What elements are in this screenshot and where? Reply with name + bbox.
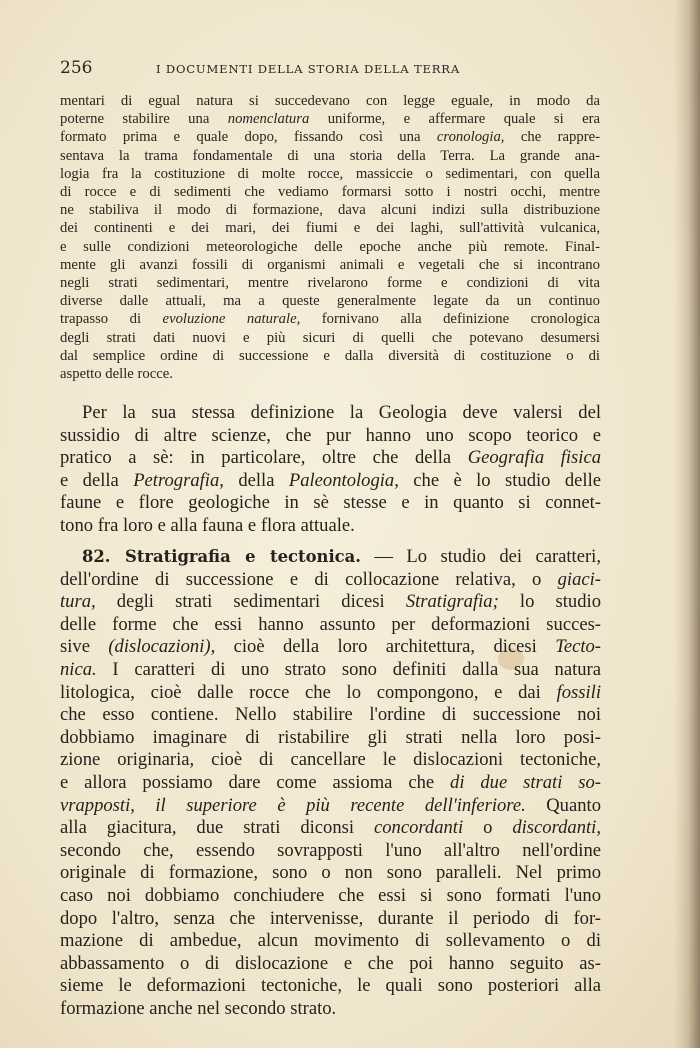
text-line: formato prima e quale dopo, fissando così una cronologia, che rappre- <box>60 129 600 146</box>
text-line: formazione anche nel secondo strato. <box>60 997 337 1019</box>
text-line: pratico a sè: in particolare, oltre che della Geografia fisica <box>60 447 601 469</box>
text-line: dal semplice ordine di successione e dalla diversità di costituzione o di <box>60 347 600 364</box>
text-line: poterne stabilire una nomenclatura uniforme, e affermare quale si era <box>60 111 601 128</box>
text-line: trapasso di evoluzione naturale, fornivano alla definizione cronologica <box>60 311 600 328</box>
text-line: che esso contiene. Nello stabilire l'ordine di successione noi <box>60 704 601 726</box>
text-line: sieme le deformazioni tectoniche, le quali sono posteriori alla <box>60 975 601 997</box>
section-82-paragraph <box>60 546 601 1020</box>
text-line: e sulle condizioni meteorologiche delle epoche anche più remote. Final- <box>60 238 600 255</box>
text-line: zione originaria, cioè di cancellare le dislocazioni tectoniche, <box>60 749 601 771</box>
text-line: dobbiamo imaginare di ristabilire gli strati nella loro posi- <box>60 726 601 748</box>
text-line: faune e flore geologiche in sè stesse e in quanto si connet- <box>60 492 601 514</box>
text-line: aspetto delle rocce. <box>60 366 173 383</box>
text-line: Per la sua stessa definizione la Geologia deve valersi del <box>82 402 601 423</box>
text-line: tono fra loro e alla fauna e flora attuale. <box>60 514 355 536</box>
text-line: nica. I caratteri di uno strato sono definiti dalla sua natura <box>60 658 601 680</box>
text-line: logia fra la costituzione di molte rocce, massiccie o sedimentari, con quella <box>60 165 600 182</box>
text-line: originale di formazione, sono o non sono paralleli. Nel primo <box>60 862 601 884</box>
text-line: litologica, cioè dalle rocce che lo compongono, e dai fossili <box>60 681 601 703</box>
text-line: sentava la trama fondamentale di una storia della Terra. La grande ana- <box>60 147 600 164</box>
text-line: mentari di egual natura si succedevano con legge eguale, in modo da <box>60 93 600 109</box>
text-line: secondo che, essendo sovrapposti l'uno all'altro nell'ordine <box>60 839 601 861</box>
text-line: sussidio di altre scienze, che pur hanno uno scopo teorico e <box>60 424 601 446</box>
text-line: mazione di ambedue, alcun movimento di sollevamento o di <box>60 930 601 952</box>
text-line: diverse dalle attuali, ma a queste generalmente legate da un continuo <box>60 293 600 310</box>
text-line: negli strati sedimentari, mentre rivelarono forme e condizioni di vita <box>60 275 600 292</box>
text-line: caso noi dobbiamo conchiudere che essi si sono formati l'uno <box>60 884 601 906</box>
small-print-paragraph <box>60 92 600 383</box>
text-line: ne stabiliva il modo di formazione, dava alcuni indizi sulla distribuzione <box>60 202 600 219</box>
text-line: degli strati dati nuovi e più sicuri di quelli che potevano desumersi <box>60 329 600 346</box>
text-line: di rocce e di sedimenti che vediamo formarsi sotto i nostri occhi, mentre <box>60 184 600 201</box>
page-header <box>60 58 630 82</box>
text-line: dei continenti e dei mari, dei fiumi e dei laghi, sull'attività vulcanica, <box>60 220 600 237</box>
text-line: dell'ordine di successione e di collocazione relativa, o giaci- <box>60 568 601 590</box>
text-line: sive (dislocazioni), cioè della loro architettura, dicesi Tecto- <box>60 636 601 658</box>
body-paragraph-geologia <box>60 402 601 538</box>
text-line: abbassamento o di dislocazione e che poi hanno seguito as- <box>60 952 601 974</box>
text-line: 82. Stratigrafia e tectonica. — Lo studio dei caratteri, <box>82 546 601 567</box>
text-line: mente gli avanzi fossili di organismi animali e vegetali che si incontrano <box>60 256 600 273</box>
text-line: delle forme che essi hanno assunto per deformazioni succes- <box>60 613 601 635</box>
text-line: dopo l'altro, senza che intervenisse, durante il periodo di for- <box>60 907 601 929</box>
text-line: tura, degli strati sedimentari dicesi Stratigrafia; lo studio <box>60 591 601 613</box>
text-line: e della Petrografia, della Paleontologia, che è lo studio delle <box>60 469 601 491</box>
page-edge-shadow <box>674 0 700 1048</box>
text-line: vrapposti, il superiore è più recente dell'inferiore. Quanto <box>60 794 601 816</box>
running-title: I DOCUMENTI DELLA STORIA DELLA TERRA <box>156 62 460 76</box>
page-number: 256 <box>60 58 93 78</box>
section-heading: 82. Stratigrafia e tectonica. <box>82 547 361 566</box>
text-line: alla giacitura, due strati diconsi concordanti o discordanti, <box>60 817 601 839</box>
text-line: e allora possiamo dare come assioma che di due strati so- <box>60 771 602 793</box>
